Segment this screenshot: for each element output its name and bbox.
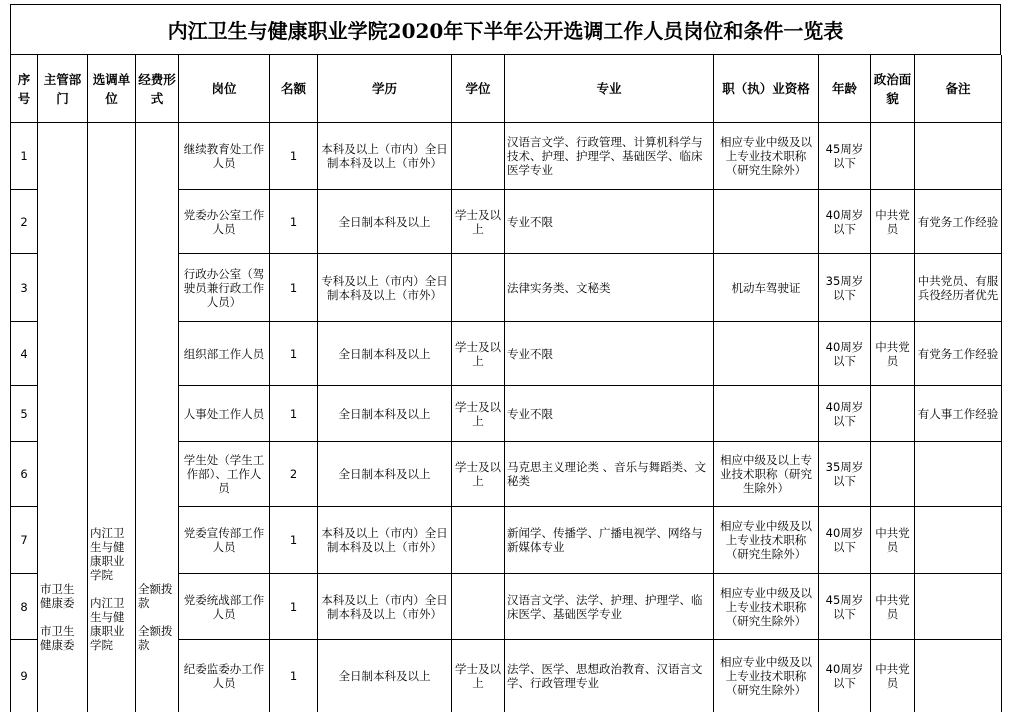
cell-major: 汉语言文学、行政管理、计算机科学与技术、护理、护理学、基础医学、临床医学专业 (505, 123, 714, 190)
cell-cert (714, 386, 819, 442)
header-age: 年龄 (819, 55, 871, 123)
cell-seq: 7 (11, 507, 38, 574)
header-post: 岗位 (179, 55, 270, 123)
cell-edu: 本科及以上（市内）全日制本科及以上（市外） (318, 574, 452, 640)
header-major: 专业 (505, 55, 714, 123)
cell-degree (452, 254, 505, 322)
cell-note (915, 574, 1002, 640)
cell-post: 人事处工作人员 (179, 386, 270, 442)
header-cert: 职（执）业资格 (714, 55, 819, 123)
cell-degree: 学士及以上 (452, 322, 505, 386)
cell-note (915, 123, 1002, 190)
cell-political: 中共党员 (871, 322, 915, 386)
cell-major: 专业不限 (505, 386, 714, 442)
cell-quota: 1 (270, 574, 318, 640)
cell-edu: 本科及以上（市内）全日制本科及以上（市外） (318, 123, 452, 190)
cell-seq: 5 (11, 386, 38, 442)
cell-note: 有党务工作经验 (915, 322, 1002, 386)
cell-note: 有人事工作经验 (915, 386, 1002, 442)
merged-unit: 内江卫生与健康职业学院 内江卫生与健康职业学院 (88, 123, 136, 712)
cell-degree (452, 507, 505, 574)
cell-political (871, 442, 915, 507)
cell-cert: 机动车驾驶证 (714, 254, 819, 322)
cell-cert: 相应专业中级及以上专业技术职称（研究生除外） (714, 574, 819, 640)
table-title: 内江卫生与健康职业学院2020年下半年公开选调工作人员岗位和条件一览表 (10, 4, 1001, 55)
cell-major: 新闻学、传播学、广播电视学、网络与新媒体专业 (505, 507, 714, 574)
cell-cert: 相应专业中级及以上专业技术职称（研究生除外） (714, 640, 819, 712)
header-quota: 名额 (270, 55, 318, 123)
cell-cert: 相应中级及以上专业技术职称（研究生除外） (714, 442, 819, 507)
cell-political: 中共党员 (871, 640, 915, 712)
cell-edu: 全日制本科及以上 (318, 190, 452, 254)
cell-cert (714, 190, 819, 254)
cell-quota: 1 (270, 254, 318, 322)
cell-post: 组织部工作人员 (179, 322, 270, 386)
cell-post: 学生处（学生工作部）、工作人员 (179, 442, 270, 507)
cell-seq: 6 (11, 442, 38, 507)
cell-edu: 全日制本科及以上 (318, 640, 452, 712)
cell-edu: 本科及以上（市内）全日制本科及以上（市外） (318, 507, 452, 574)
cell-quota: 1 (270, 123, 318, 190)
cell-quota: 1 (270, 322, 318, 386)
cell-major: 汉语言文学、法学、护理、护理学、临床医学、基础医学专业 (505, 574, 714, 640)
header-political: 政治面貌 (871, 55, 915, 123)
cell-degree: 学士及以上 (452, 386, 505, 442)
cell-post: 党委统战部工作人员 (179, 574, 270, 640)
merged-fund: 全额拨款 全额拨款 (136, 123, 179, 712)
header-seq: 序号 (11, 55, 38, 123)
cell-cert: 相应专业中级及以上专业技术职称（研究生除外） (714, 507, 819, 574)
cell-edu: 全日制本科及以上 (318, 386, 452, 442)
cell-quota: 1 (270, 507, 318, 574)
cell-seq: 3 (11, 254, 38, 322)
cell-political (871, 254, 915, 322)
cell-post: 党委宣传部工作人员 (179, 507, 270, 574)
cell-seq: 1 (11, 123, 38, 190)
cell-post: 纪委监委办工作人员 (179, 640, 270, 712)
cell-cert (714, 322, 819, 386)
cell-note (915, 640, 1002, 712)
cell-political: 中共党员 (871, 574, 915, 640)
header-edu: 学历 (318, 55, 452, 123)
merged-dept: 市卫生健康委 市卫生健康委 (38, 123, 88, 712)
cell-age: 45周岁以下 (819, 123, 871, 190)
cell-age: 40周岁以下 (819, 640, 871, 712)
cell-age: 40周岁以下 (819, 322, 871, 386)
cell-age: 40周岁以下 (819, 190, 871, 254)
cell-major: 专业不限 (505, 322, 714, 386)
cell-age: 35周岁以下 (819, 254, 871, 322)
cell-cert: 相应专业中级及以上专业技术职称（研究生除外） (714, 123, 819, 190)
cell-age: 40周岁以下 (819, 507, 871, 574)
cell-note (915, 507, 1002, 574)
cell-note (915, 442, 1002, 507)
cell-edu: 专科及以上（市内）全日制本科及以上（市外） (318, 254, 452, 322)
cell-seq: 8 (11, 574, 38, 640)
cell-age: 45周岁以下 (819, 574, 871, 640)
recruitment-table (10, 4, 1001, 712)
cell-quota: 2 (270, 442, 318, 507)
header-degree: 学位 (452, 55, 505, 123)
header-fund: 经费形式 (136, 55, 179, 123)
cell-degree: 学士及以上 (452, 640, 505, 712)
cell-degree: 学士及以上 (452, 442, 505, 507)
header-dept: 主管部门 (38, 55, 88, 123)
cell-degree: 学士及以上 (452, 190, 505, 254)
cell-seq: 4 (11, 322, 38, 386)
cell-post: 继续教育处工作人员 (179, 123, 270, 190)
cell-seq: 2 (11, 190, 38, 254)
cell-quota: 1 (270, 190, 318, 254)
cell-quota: 1 (270, 640, 318, 712)
cell-political: 中共党员 (871, 190, 915, 254)
cell-political (871, 386, 915, 442)
cell-major: 法律实务类、文秘类 (505, 254, 714, 322)
cell-major: 专业不限 (505, 190, 714, 254)
cell-note: 有党务工作经验 (915, 190, 1002, 254)
cell-major: 法学、医学、思想政治教育、汉语言文学、行政管理专业 (505, 640, 714, 712)
cell-political (871, 123, 915, 190)
cell-note: 中共党员、有服兵役经历者优先 (915, 254, 1002, 322)
cell-political: 中共党员 (871, 507, 915, 574)
cell-degree (452, 574, 505, 640)
cell-post: 行政办公室（驾驶员兼行政工作人员） (179, 254, 270, 322)
cell-quota: 1 (270, 386, 318, 442)
cell-edu: 全日制本科及以上 (318, 322, 452, 386)
cell-age: 35周岁以下 (819, 442, 871, 507)
cell-major: 马克思主义理论类 、音乐与舞蹈类、文秘类 (505, 442, 714, 507)
header-unit: 选调单位 (88, 55, 136, 123)
cell-degree (452, 123, 505, 190)
cell-seq: 9 (11, 640, 38, 712)
cell-edu: 全日制本科及以上 (318, 442, 452, 507)
cell-age: 40周岁以下 (819, 386, 871, 442)
header-note: 备注 (915, 55, 1002, 123)
cell-post: 党委办公室工作人员 (179, 190, 270, 254)
